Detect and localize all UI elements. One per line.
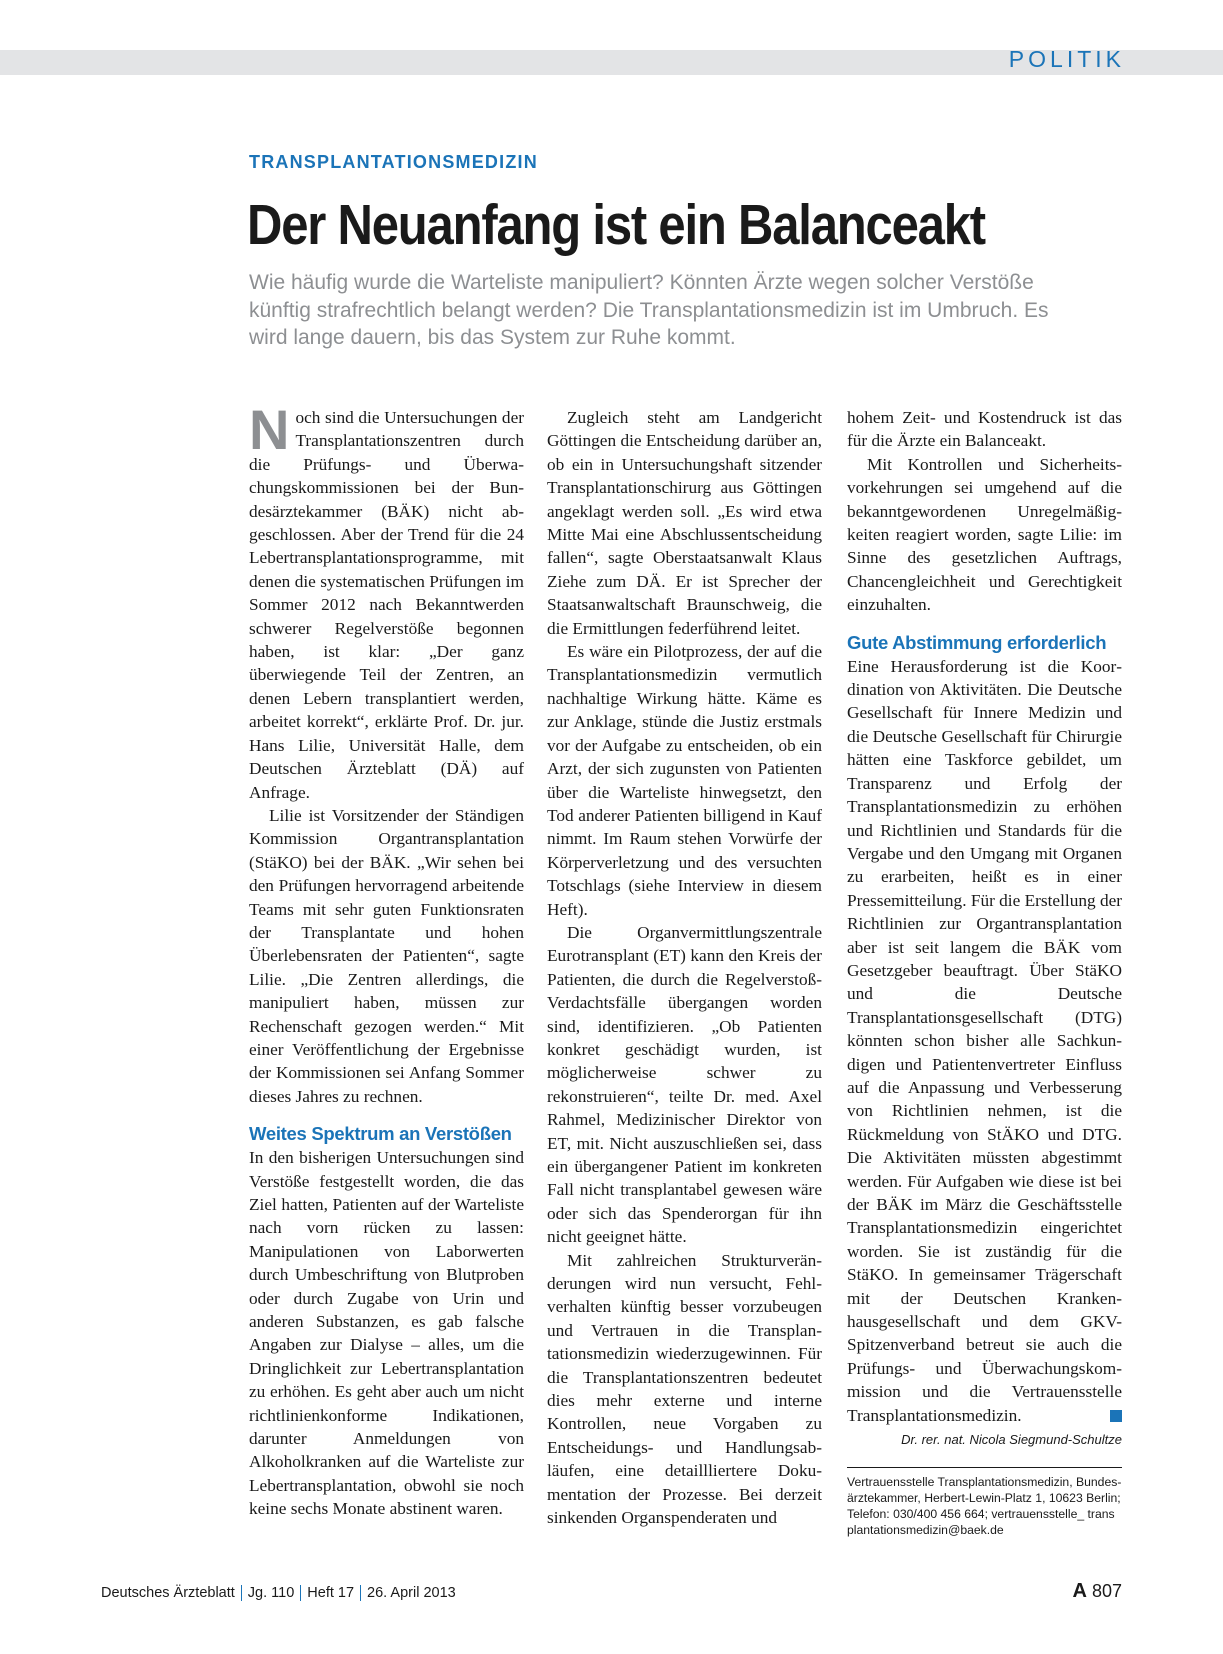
separator: [300, 1585, 301, 1601]
volume: Jg. 110: [247, 1585, 295, 1601]
journal-name: Deutsches Ärzteblatt: [101, 1585, 235, 1601]
headline: Der Neuanfang ist ein Balanceakt: [247, 193, 985, 257]
drop-cap: N: [249, 398, 290, 461]
subheading: Gute Abstimmung erforderlich: [847, 631, 1107, 653]
paragraph: [847, 655, 1122, 1427]
end-mark-icon: [1110, 1410, 1122, 1422]
issue: Heft 17: [307, 1585, 355, 1601]
page-number-value: 807: [1091, 1581, 1122, 1601]
separator: [360, 1585, 361, 1601]
article-column-2: [547, 406, 822, 1530]
paragraph: Zugleich steht am Landgericht Göttingen die Entscheidung darüber an, ob ein in Untersuchungshaft sitzender Transplantationschirurg aus Göttingen angeklagt werden soll. „Es wird etwa Mitte Mai eine Abschlussentscheidung fallen“, sagte Oberstaatsanwalt Klaus Ziehe zum DÄ. Er ist Sprecher der Staatsanwaltschaft Braunschweig, die die Ermittlungen federführend leitet.: [547, 408, 822, 638]
paragraph-text: Eine Herausforderung ist die Koordination von Aktivitäten. Die Deutsche Gesellschaft für Innere Medizin und die Deutsche Gesellschaft für Chirurgie hätten eine Taskforce gebildet, um Transparenz und Erfolg der Transplantationsmedizin zu erhöhen und Richtlinien und Standards für die Vergabe und den Umgang mit Organen zu erarbeiten, heißt es in einer Pressemitteilung. Für die Erstellung der Richtlinien zur Organtransplantation aber ist seit langem die BÄK vom Gesetzgeber beauftragt. Über StäKO und die Deutsche Transplantationsgesellschaft (DTG) könnten schon bisher alle Sachkundigen und Patientenvertreter Einfluss auf die Anpassung und Verbesserung von Richtlinien nehmen, ist die Rückmeldung von StÄKO und DTG. Die Aktivitäten müssten abgestimmt werden. Für Aufgaben wie diese ist bei der BÄK im März die Geschäftsstelle Transplantationsmedizin eingerichtet worden. Sie ist zuständig für die StäKO. In gemeinsamer Trägerschaft mit der Deutschen Krankenhausgesellschaft und dem GKV-Spitzenverband betreut sie auch die Prüfungs- und Überwachungskommission und die Vertrauensstelle Transplantationsmedizin.: [847, 656, 1123, 1425]
page-number: [1072, 1580, 1122, 1603]
issue-date: 26. April 2013: [367, 1585, 456, 1601]
lead-paragraph: Wie häufig wurde die Warteliste manipuliert? Könnten Ärzte wegen solcher Verstöße künftig strafrechtlich belangt werden? Die Transplantationsmedizin ist im Umbruch. Es wird lange dauern, bis das System zur Ruhe kommt.: [249, 271, 1049, 349]
article-column-3: [847, 406, 1122, 1538]
separator: [241, 1585, 242, 1601]
paragraph: Die Organvermittlungszentrale Eurotransplant (ET) kann den Kreis der Patienten, die durch die Regelverstoß-Verdachtsfälle übergangen worden sind, identifizieren. „Ob Patienten konkret geschädigt wurden, ist möglicherweise schwer zu rekonstruieren“, teilte Dr. med. Axel Rahmel, Medizinischer Direktor von ET, mit. Nicht auszuschließen sei, dass ein übergangener Patient im konkreten Fall nicht transplantabel gewesen wäre oder sich das Spenderorgan für ihn nicht geeignet hätte.: [547, 922, 822, 1247]
footer-citation: [101, 1585, 456, 1601]
section-label: POLITIK: [1008, 46, 1125, 72]
paragraph: Mit Kontrollen und Sicherheitsvorkehrungen sei umgehend auf die bekanntgewordenen Unregelmäßigkeiten reagiert worden, sagte Lilie: im Sinne des gesetzlichen Auftrags, Chancengleichheit und Gerechtigkeit einzuhalten.: [847, 454, 1122, 615]
contact-box: Vertrauensstelle Transplantationsmedizin, Bundesärztekammer, Herbert-Lewin-Platz 1, 10623 Berlin; Telefon: 030/400 456 664; vertrauensstelle_ trans plantationsmedizin@baek.de: [847, 1467, 1122, 1538]
author-byline: Dr. rer. nat. Nicola Siegmund-Schultze: [901, 1432, 1122, 1448]
paragraph: Lilie ist Vorsitzender der Ständigen Kommission Organtransplantation (StäKO) bei der BÄK. „Wir sehen bei den Prüfungen hervorragend arbeitende Teams mit sehr guten Funktionsraten der Transplantate und hohen Überlebensraten der Patienten“, sagte Lilie. „Die Zentren allerdings, die manipuliert haben, müssen zur Rechenschaft gezogen werden.“ Mit einer Veröffentlichung der Ergebnisse der Kommissionen sei Anfang Sommer dieses Jahres zu rechnen.: [249, 805, 524, 1106]
page-prefix: A: [1072, 1580, 1087, 1602]
paragraph-text: och sind die Untersuchungen der Transplantationszentren durch die Prüfungs- und Überwachungskommissionen bei der Bundesärztekammer (BÄK) nicht abgeschlossen. Aber der Trend für die 24 Lebertransplantationsprogramme, mit denen die systematischen Prüfungen im Sommer 2012 nach Bekanntwerden schwerer Regelverstöße begonnen haben, ist klar: „Der ganz überwiegende Teil der Zentren, an denen Lebern transplantiert werden, arbeitet korrekt“, erklärte Prof. Dr. jur. Hans Lilie, Universität Halle, dem Deutschen Ärzteblatt (DÄ) auf Anfrage.: [249, 408, 524, 802]
paragraph: [249, 398, 524, 804]
kicker: TRANSPLANTATIONSMEDIZIN: [249, 152, 538, 172]
paragraph: hohem Zeit- und Kostendruck ist das für die Ärzte ein Balanceakt.: [847, 408, 1122, 451]
paragraph: Es wäre ein Pilotprozess, der auf die Transplantationsmedizin vermutlich nachhaltige Wirkung hätte. Käme es zur Anklage, stünde die Justiz erstmals vor der Aufgabe zu entscheiden, ob ein Arzt, der sich zugunsten von Patienten über die Warteliste hinwegsetzt, den Tod anderer Patienten billigend in Kauf nimmt. Im Raum stehen Vorwürfe der Körperverletzung und des versuchten Totschlags (siehe Interview in diesem Heft).: [547, 642, 822, 919]
subheading: Weites Spektrum an Verstößen: [249, 1123, 512, 1145]
article-column-1: [249, 398, 524, 1521]
paragraph: Mit zahlreichen Strukturveränderungen wird nun versucht, Fehlverhalten künftig besser vorzubeugen und Vertrauen in die Transplantationsmedizin wiederzugewinnen. Für die Transplantationszentren bedeutet dies mehr externe und interne Kontrollen, neue Vorgaben zu Entscheidungs- und Handlungsabläufen, eine detaillliertere Dokumentation der Prozesse. Bei derzeit sinkenden Organspenderaten und: [547, 1250, 822, 1528]
paragraph: In den bisherigen Untersuchungen sind Verstöße festgestellt worden, die das Ziel hatten, Patienten auf der Warteliste nach vorn rücken zu lassen: Manipulationen von Laborwerten durch Umbeschriftung von Blutproben oder durch Zugabe von Urin und anderen Substanzen, es gab falsche Angaben zur Dialyse – alles, um die Dringlichkeit zur Lebertransplantation zu erhöhen. Es geht aber auch um nicht richtlinienkonforme Indikationen, darunter Anmeldungen von Alkoholkranken auf die Warteliste zur Lebertransplantation, obwohl sie noch keine sechs Monate abstinent waren.: [249, 1148, 524, 1519]
